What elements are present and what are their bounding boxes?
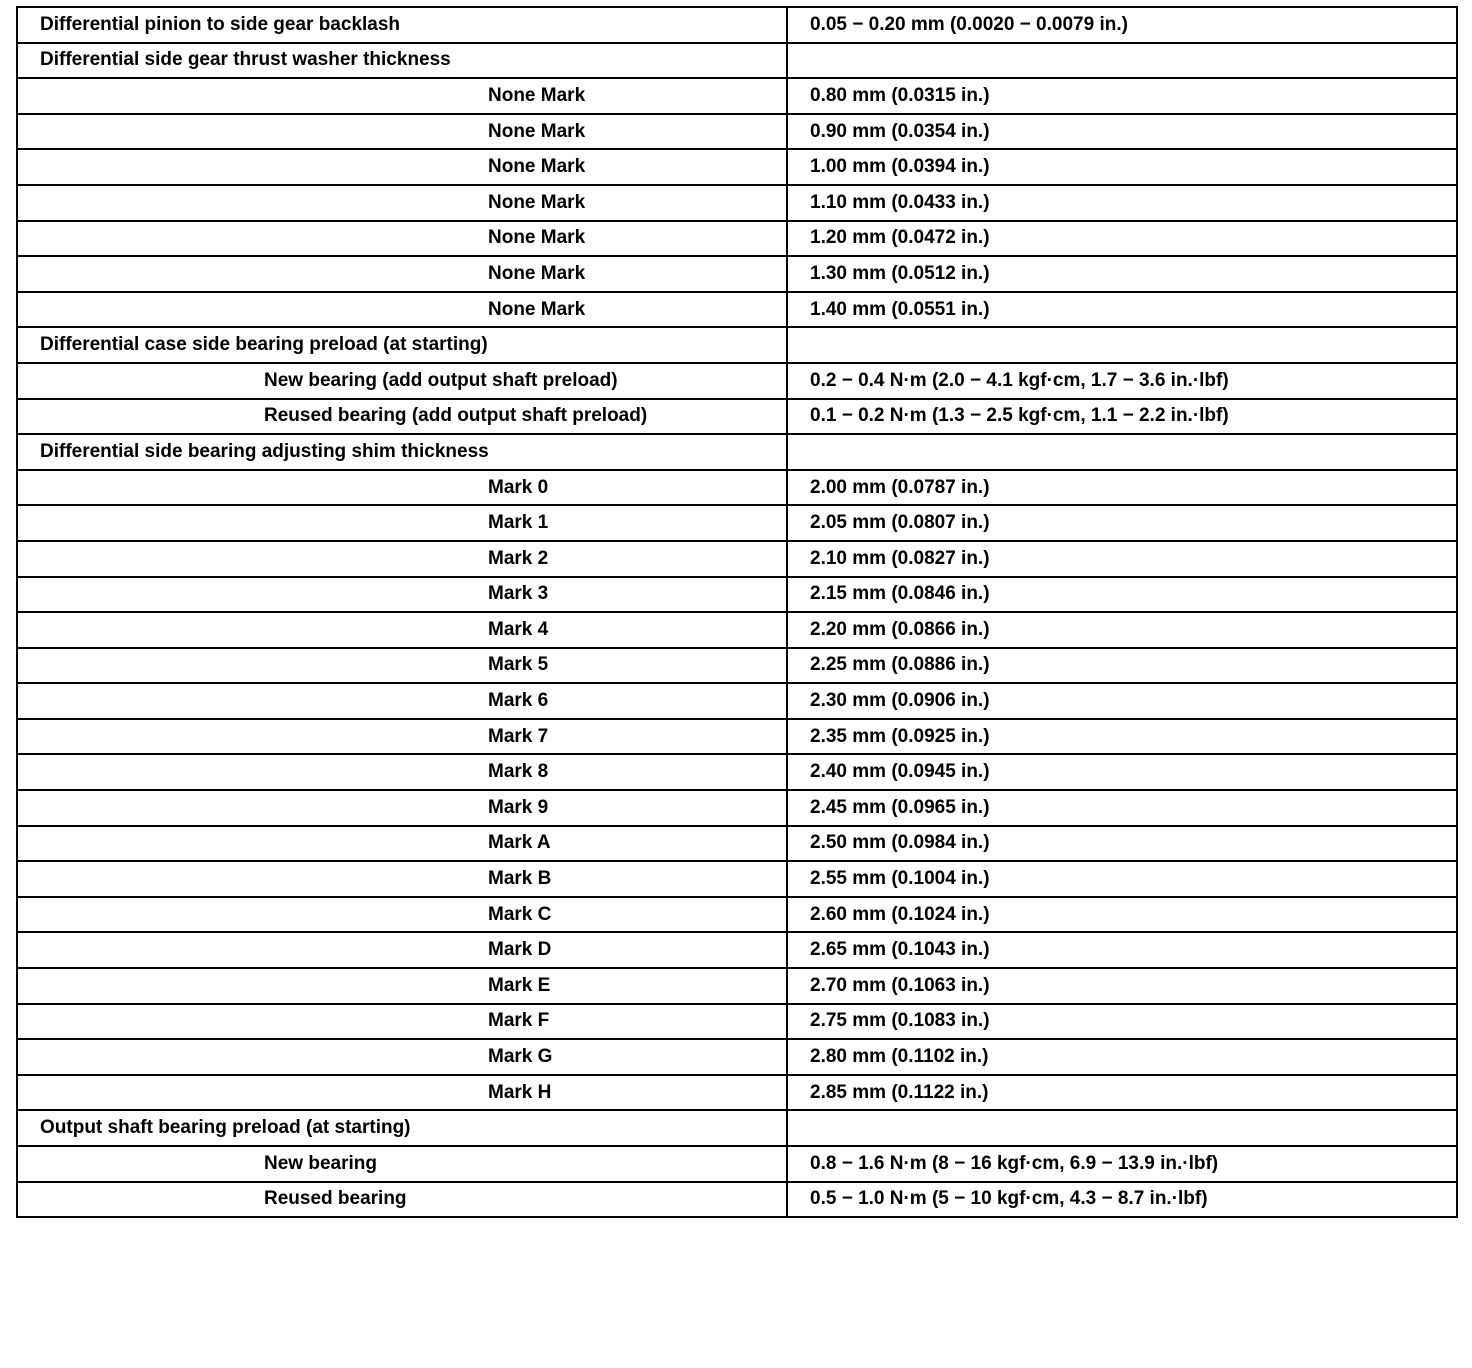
table-row: [17, 1004, 1457, 1040]
spec-item-label: Reused bearing (add output shaft preload): [17, 399, 787, 435]
spec-item-value: 2.55 mm (0.1004 in.): [787, 861, 1457, 897]
spec-item-value: 2.10 mm (0.0827 in.): [787, 541, 1457, 577]
spec-item-label: Mark C: [17, 897, 787, 933]
table-row: [17, 1146, 1457, 1182]
spec-item-value: 0.90 mm (0.0354 in.): [787, 114, 1457, 150]
spec-item-label: None Mark: [17, 221, 787, 257]
spec-item-label: Mark H: [17, 1075, 787, 1111]
table-row: [17, 648, 1457, 684]
table-row: [17, 1110, 1457, 1146]
spec-item-value: 2.70 mm (0.1063 in.): [787, 968, 1457, 1004]
spec-sheet: [16, 6, 1456, 1218]
spec-item-label: Output shaft bearing preload (at starting): [17, 1110, 787, 1146]
spec-item-value: 2.65 mm (0.1043 in.): [787, 932, 1457, 968]
table-row: [17, 43, 1457, 79]
spec-item-label: Mark 7: [17, 719, 787, 755]
spec-item-value: [787, 43, 1457, 79]
spec-item-value: [787, 327, 1457, 363]
spec-item-value: 0.1 − 0.2 N·m (1.3 − 2.5 kgf·cm, 1.1 − 2.2 in.·lbf): [787, 399, 1457, 435]
table-row: [17, 505, 1457, 541]
table-row: [17, 577, 1457, 613]
spec-item-label: None Mark: [17, 292, 787, 328]
spec-item-value: 2.60 mm (0.1024 in.): [787, 897, 1457, 933]
spec-item-value: 2.85 mm (0.1122 in.): [787, 1075, 1457, 1111]
table-row: [17, 1182, 1457, 1218]
spec-item-value: 2.30 mm (0.0906 in.): [787, 683, 1457, 719]
table-row: [17, 292, 1457, 328]
table-row: [17, 719, 1457, 755]
spec-item-label: Reused bearing: [17, 1182, 787, 1218]
spec-item-label: Mark E: [17, 968, 787, 1004]
table-row: [17, 932, 1457, 968]
spec-item-label: Mark 5: [17, 648, 787, 684]
table-row: [17, 1075, 1457, 1111]
spec-item-label: None Mark: [17, 78, 787, 114]
spec-item-label: New bearing (add output shaft preload): [17, 363, 787, 399]
spec-item-label: Differential side bearing adjusting shim thickness: [17, 434, 787, 470]
spec-item-value: 1.30 mm (0.0512 in.): [787, 256, 1457, 292]
table-row: [17, 1039, 1457, 1075]
spec-item-label: Mark 4: [17, 612, 787, 648]
table-row: [17, 861, 1457, 897]
spec-item-value: 1.40 mm (0.0551 in.): [787, 292, 1457, 328]
spec-item-label: Mark B: [17, 861, 787, 897]
spec-item-label: Mark A: [17, 826, 787, 862]
spec-item-value: [787, 1110, 1457, 1146]
spec-item-label: Mark 2: [17, 541, 787, 577]
spec-item-label: Differential side gear thrust washer thickness: [17, 43, 787, 79]
spec-item-label: Mark 9: [17, 790, 787, 826]
table-row: [17, 790, 1457, 826]
spec-item-label: Mark 3: [17, 577, 787, 613]
spec-item-value: 2.25 mm (0.0886 in.): [787, 648, 1457, 684]
spec-item-value: 2.05 mm (0.0807 in.): [787, 505, 1457, 541]
spec-item-value: 0.2 − 0.4 N·m (2.0 − 4.1 kgf·cm, 1.7 − 3.6 in.·lbf): [787, 363, 1457, 399]
spec-item-label: None Mark: [17, 149, 787, 185]
table-row: [17, 327, 1457, 363]
spec-item-value: 1.10 mm (0.0433 in.): [787, 185, 1457, 221]
spec-item-value: 0.80 mm (0.0315 in.): [787, 78, 1457, 114]
table-row: [17, 78, 1457, 114]
spec-item-value: [787, 434, 1457, 470]
spec-item-value: 0.5 − 1.0 N·m (5 − 10 kgf·cm, 4.3 − 8.7 in.·lbf): [787, 1182, 1457, 1218]
spec-item-value: 0.8 − 1.6 N·m (8 − 16 kgf·cm, 6.9 − 13.9 in.·lbf): [787, 1146, 1457, 1182]
table-row: [17, 470, 1457, 506]
table-row: [17, 221, 1457, 257]
spec-item-value: 2.80 mm (0.1102 in.): [787, 1039, 1457, 1075]
spec-item-value: 2.35 mm (0.0925 in.): [787, 719, 1457, 755]
spec-item-value: 2.45 mm (0.0965 in.): [787, 790, 1457, 826]
spec-item-value: 2.50 mm (0.0984 in.): [787, 826, 1457, 862]
spec-item-label: None Mark: [17, 185, 787, 221]
table-row: [17, 149, 1457, 185]
table-row: [17, 826, 1457, 862]
table-row: [17, 541, 1457, 577]
table-row: [17, 7, 1457, 43]
table-row: [17, 399, 1457, 435]
spec-item-label: None Mark: [17, 114, 787, 150]
spec-item-label: Mark 8: [17, 754, 787, 790]
spec-item-value: 2.75 mm (0.1083 in.): [787, 1004, 1457, 1040]
table-row: [17, 114, 1457, 150]
spec-item-label: New bearing: [17, 1146, 787, 1182]
spec-item-value: 2.20 mm (0.0866 in.): [787, 612, 1457, 648]
spec-item-label: Differential case side bearing preload (at starting): [17, 327, 787, 363]
table-row: [17, 434, 1457, 470]
spec-item-value: 2.00 mm (0.0787 in.): [787, 470, 1457, 506]
spec-item-value: 1.00 mm (0.0394 in.): [787, 149, 1457, 185]
spec-item-label: Mark 6: [17, 683, 787, 719]
table-row: [17, 612, 1457, 648]
specification-table-body: [17, 7, 1457, 1217]
table-row: [17, 897, 1457, 933]
spec-item-label: Mark F: [17, 1004, 787, 1040]
table-row: [17, 683, 1457, 719]
spec-item-label: Mark G: [17, 1039, 787, 1075]
spec-item-value: 2.40 mm (0.0945 in.): [787, 754, 1457, 790]
spec-item-label: Mark 1: [17, 505, 787, 541]
spec-item-value: 1.20 mm (0.0472 in.): [787, 221, 1457, 257]
table-row: [17, 968, 1457, 1004]
table-row: [17, 754, 1457, 790]
spec-item-label: None Mark: [17, 256, 787, 292]
specification-table: [16, 6, 1458, 1218]
spec-item-value: 0.05 − 0.20 mm (0.0020 − 0.0079 in.): [787, 7, 1457, 43]
table-row: [17, 363, 1457, 399]
table-row: [17, 185, 1457, 221]
spec-item-label: Mark D: [17, 932, 787, 968]
table-row: [17, 256, 1457, 292]
spec-item-label: Differential pinion to side gear backlash: [17, 7, 787, 43]
spec-item-value: 2.15 mm (0.0846 in.): [787, 577, 1457, 613]
spec-item-label: Mark 0: [17, 470, 787, 506]
